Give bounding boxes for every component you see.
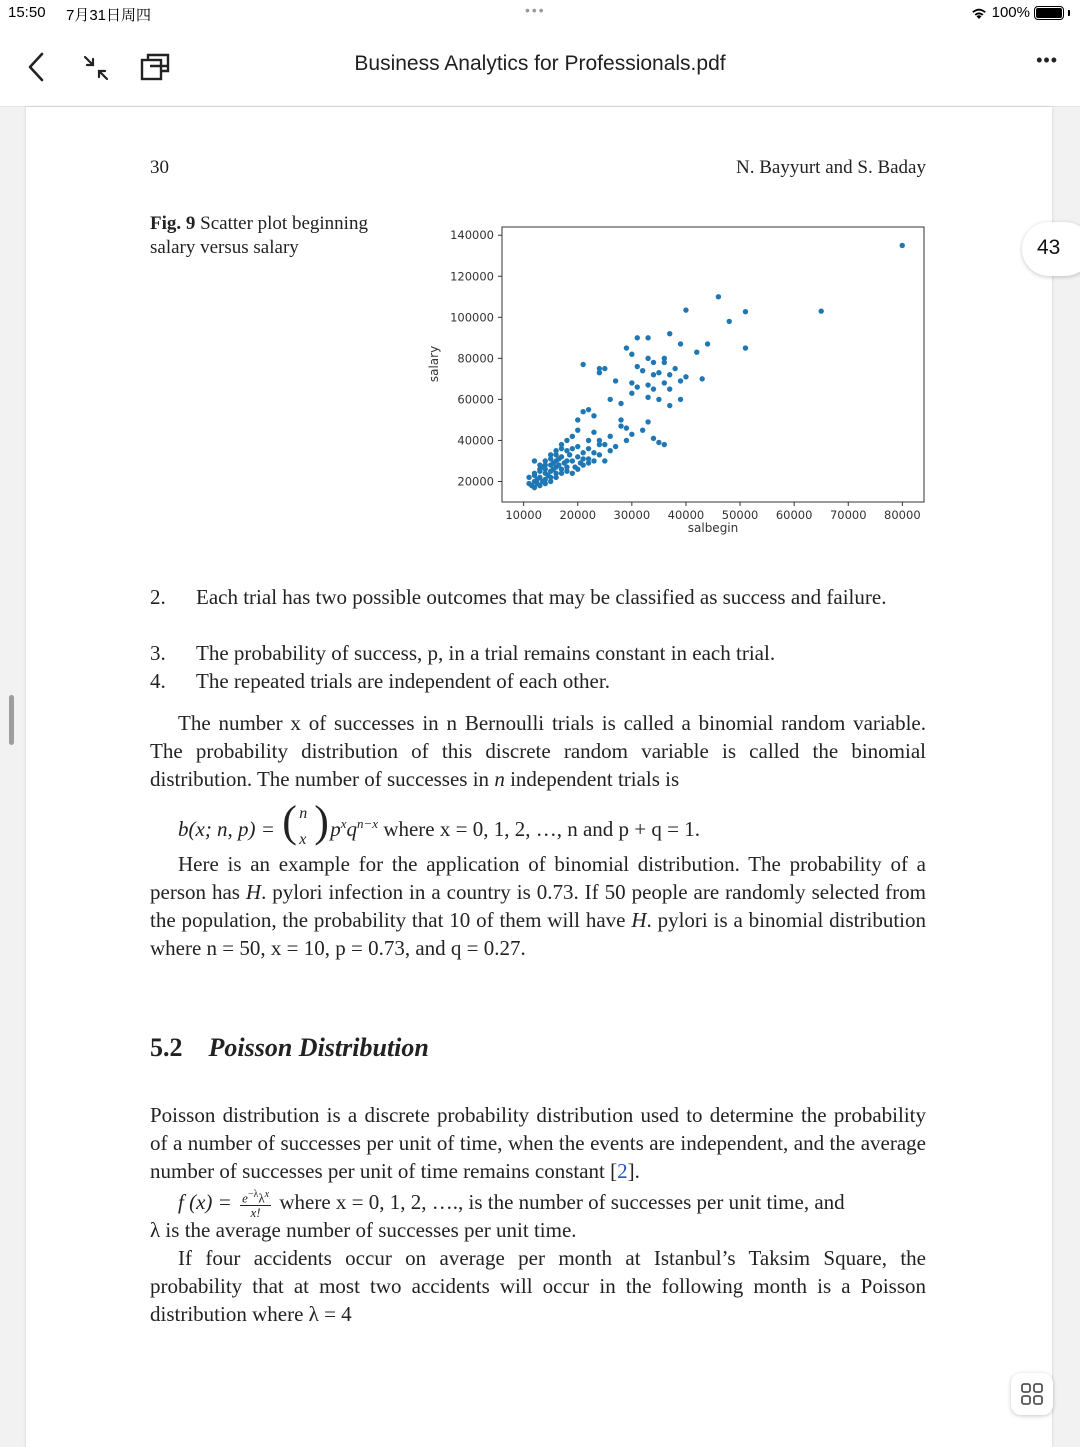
section-heading xyxy=(150,1033,429,1063)
list-number: 3. xyxy=(150,641,166,665)
scatter-point xyxy=(602,442,607,447)
scatter-point xyxy=(602,366,607,371)
document-title: Business Analytics for Professionals.pdf xyxy=(354,52,726,75)
x-tick-label: 50000 xyxy=(721,508,759,522)
scatter-point xyxy=(613,378,618,383)
binomial-formula xyxy=(178,797,700,854)
section-title: Poisson Distribution xyxy=(208,1033,429,1062)
right-paren: ) xyxy=(314,797,329,846)
x-axis-label: salbegin xyxy=(687,521,739,535)
y-tick-label: 80000 xyxy=(457,351,494,366)
scatter-point xyxy=(591,458,596,463)
scatter-point xyxy=(662,380,667,385)
scatter-point xyxy=(597,370,602,375)
page-indicator-tab[interactable] xyxy=(1022,222,1080,276)
scatter-point xyxy=(678,341,683,346)
poisson-formula-rest: where x = 0, 1, 2, …., is the number of successes per unit time, and xyxy=(274,1190,845,1214)
x-tick-label: 60000 xyxy=(775,508,813,522)
section-number: 5.2 xyxy=(150,1033,183,1062)
scatter-point xyxy=(645,335,650,340)
scatter-point xyxy=(635,335,640,340)
scatter-point xyxy=(608,397,613,402)
poisson-example-paragraph: If four accidents occur on average per month at Istanbul’s Taksim Square, the probability that at most two accidents will occur in the following month is a Poisson distribution where λ = 4 xyxy=(150,1246,926,1326)
formula-lhs: b(x; n, p) = xyxy=(178,816,275,841)
scatter-point xyxy=(564,469,569,474)
scatter-point xyxy=(667,386,672,391)
poisson-intro-paragraph xyxy=(150,1101,926,1185)
formula-q: q xyxy=(346,816,358,841)
battery-tip xyxy=(1068,10,1070,16)
binomial-example-paragraph xyxy=(150,850,926,962)
scatter-point xyxy=(651,436,656,441)
scatter-point xyxy=(575,427,580,432)
scatter-point xyxy=(645,356,650,361)
formula-where: where x = 0, 1, 2, …, n and p + q = 1. xyxy=(378,816,700,841)
list-item xyxy=(150,639,926,667)
scatter-point xyxy=(580,362,585,367)
scatter-point xyxy=(591,450,596,455)
scatter-point xyxy=(556,456,561,461)
list-number: 2. xyxy=(150,585,166,609)
list-item xyxy=(150,667,926,695)
y-tick-label: 40000 xyxy=(457,433,494,448)
scatter-point xyxy=(618,423,623,428)
list-text: The probability of success, p, in a trial remains constant in each trial. xyxy=(196,641,776,665)
multitask-dots-icon[interactable]: ••• xyxy=(525,2,546,18)
numerator-e-exponent: −λ xyxy=(247,1189,259,1201)
poisson-formula-lhs: f (x) = xyxy=(178,1190,232,1214)
scatter-point xyxy=(678,378,683,383)
wifi-icon xyxy=(970,6,988,20)
formula-p: p xyxy=(330,816,341,841)
scatter-point xyxy=(580,456,585,461)
scatter-point xyxy=(529,483,534,488)
scatter-point xyxy=(678,397,683,402)
exponent-n-minus-x: n−x xyxy=(357,815,379,831)
scatter-point xyxy=(672,366,677,371)
y-tick-label: 20000 xyxy=(457,474,494,489)
scatter-point xyxy=(667,372,672,377)
scatter-point xyxy=(548,479,553,484)
scatter-point xyxy=(635,364,640,369)
nav-bar xyxy=(0,28,1080,107)
scatter-point xyxy=(716,294,721,299)
scatter-point xyxy=(640,427,645,432)
scatter-point xyxy=(705,341,710,346)
numerator-lambda-exponent: x xyxy=(264,1189,270,1201)
status-right xyxy=(970,4,1070,21)
scatter-point xyxy=(743,345,748,350)
scatter-point xyxy=(662,442,667,447)
scatter-point xyxy=(743,309,748,314)
scatter-point xyxy=(624,425,629,430)
scatter-point xyxy=(532,473,537,478)
y-axis-label: salary xyxy=(427,345,441,383)
battery-percent: 100% xyxy=(991,4,1030,21)
numerator-lambda: λ xyxy=(258,1190,265,1206)
left-paren: ( xyxy=(282,797,297,846)
scatter-point xyxy=(694,349,699,354)
scatter-point xyxy=(586,460,591,465)
scatter-point xyxy=(580,409,585,414)
scatter-point xyxy=(575,417,580,422)
scatter-point xyxy=(645,382,650,387)
scatter-point xyxy=(545,473,550,478)
scatter-point xyxy=(534,481,539,486)
scatter-point xyxy=(597,452,602,457)
scatter-point xyxy=(551,466,556,471)
binom-top: n xyxy=(299,805,308,822)
scatter-point xyxy=(591,413,596,418)
scatter-point xyxy=(586,407,591,412)
scatter-point xyxy=(551,460,556,465)
running-header: N. Bayyurt and S. Baday xyxy=(736,157,926,178)
x-tick-label: 70000 xyxy=(829,508,867,522)
grid-icon xyxy=(1011,1373,1053,1415)
y-tick-label: 100000 xyxy=(450,310,494,325)
page-indicator: 43 xyxy=(1037,236,1061,259)
scatter-point xyxy=(624,345,629,350)
example-italic-h: H xyxy=(245,880,262,904)
scatter-point xyxy=(667,331,672,336)
scatter-point xyxy=(540,464,545,469)
scatter-point xyxy=(597,442,602,447)
binom-bottom: x xyxy=(299,831,307,848)
scatter-point xyxy=(567,452,572,457)
scatter-point xyxy=(651,386,656,391)
scatter-point xyxy=(656,397,661,402)
binomial-coefficient xyxy=(282,797,329,854)
poisson-intro-text: Poisson distribution is a discrete probability distribution used to determine the probability of a number of successes per unit of time, when the events are independent, and the average number of successes per unit of time remains constant [ xyxy=(150,1103,926,1183)
variable-n: n xyxy=(494,767,505,791)
x-tick-label: 40000 xyxy=(667,508,705,522)
scatter-point xyxy=(640,368,645,373)
scatter-point xyxy=(618,401,623,406)
scatter-point xyxy=(651,360,656,365)
list-text: Each trial has two possible outcomes that may be classified as success and failure. xyxy=(196,585,887,609)
x-tick-label: 30000 xyxy=(613,508,651,522)
scatter-point xyxy=(526,475,531,480)
binomial-intro-text: The number x of successes in n Bernoulli trials is called a binomial random variable. The probability distribution of this discrete random variable is called the binomial distribution. The number of successes in xyxy=(150,711,926,791)
scatter-point xyxy=(564,438,569,443)
scatter-point xyxy=(613,444,618,449)
thumbnails-button[interactable] xyxy=(1011,1373,1053,1415)
fraction-denominator: x! xyxy=(250,1205,261,1221)
list-item xyxy=(150,583,926,611)
exponent-x: x xyxy=(340,815,347,831)
scatter-point xyxy=(559,471,564,476)
example-text: . pylori infection in a country is 0.73. If 50 people are randomly selected from the population, the probability that 10 of them will have xyxy=(150,880,927,932)
scatter-point xyxy=(570,446,575,451)
scatter-chart xyxy=(418,202,958,547)
list-text: The repeated trials are independent of each other. xyxy=(196,669,610,693)
example-text: Here is an example for the application of binomial distribution. The probability of a person has xyxy=(150,852,926,904)
scatter-point xyxy=(532,458,537,463)
binomial-intro-paragraph xyxy=(150,709,926,793)
x-tick-label: 10000 xyxy=(505,508,542,522)
scatter-point xyxy=(727,319,732,324)
y-tick-label: 60000 xyxy=(457,392,494,407)
status-time: 15:50 xyxy=(8,4,46,21)
poisson-intro-text-end: ]. xyxy=(627,1159,640,1183)
scatter-point xyxy=(667,403,672,408)
scatter-point xyxy=(559,446,564,451)
example-italic-h: H xyxy=(631,908,647,932)
x-tick-label: 20000 xyxy=(559,508,597,522)
figure-caption xyxy=(150,212,370,259)
scatter-point xyxy=(575,454,580,459)
scatter-point xyxy=(570,471,575,476)
scatter-point xyxy=(540,479,545,484)
page-number: 30 xyxy=(150,157,169,178)
scatter-point xyxy=(618,417,623,422)
scatter-point xyxy=(608,434,613,439)
fraction-numerator xyxy=(240,1188,271,1206)
scatter-point xyxy=(586,446,591,451)
scatter-point xyxy=(645,419,650,424)
scatter-point xyxy=(683,307,688,312)
scatter-point xyxy=(656,370,661,375)
y-tick-label: 140000 xyxy=(450,228,494,243)
pdf-page xyxy=(26,107,1052,1447)
scatter-point xyxy=(580,462,585,467)
scatter-point xyxy=(629,380,634,385)
sidebar-drag-handle[interactable] xyxy=(9,695,14,745)
scatter-point xyxy=(580,450,585,455)
more-options-icon[interactable]: ••• xyxy=(1036,50,1058,70)
figure-caption-text: Scatter plot beginning salary versus salary xyxy=(150,213,368,258)
scatter-point xyxy=(651,372,656,377)
scatter-point xyxy=(575,444,580,449)
scatter-point xyxy=(699,376,704,381)
scatter-point xyxy=(570,458,575,463)
status-date: 7月31日周四 xyxy=(66,7,152,24)
figure-label: Fig. 9 xyxy=(150,213,196,234)
example-text: . pylori is a binomial distribution where n = 50, x = 10, p = 0.73, and q = 0.27. xyxy=(150,908,926,960)
numerator-e: e xyxy=(242,1190,248,1206)
scatter-point xyxy=(629,391,634,396)
scatter-point xyxy=(629,432,634,437)
scatter-point xyxy=(608,448,613,453)
binomial-intro-text-end: independent trials is xyxy=(504,767,680,791)
y-tick-label: 120000 xyxy=(450,269,494,284)
battery-icon xyxy=(1034,6,1064,20)
poisson-lambda-line: λ is the average number of successes per unit time. xyxy=(150,1218,577,1242)
scatter-point xyxy=(645,395,650,400)
scatter-point xyxy=(635,384,640,389)
scatter-point xyxy=(624,438,629,443)
scatter-point xyxy=(656,440,661,445)
scatter-point xyxy=(900,243,905,248)
scatter-point xyxy=(629,352,634,357)
scatter-point xyxy=(662,356,667,361)
x-tick-label: 80000 xyxy=(884,508,921,522)
scatter-point xyxy=(591,430,596,435)
scatter-point xyxy=(683,374,688,379)
status-bar xyxy=(0,0,1080,28)
scatter-point xyxy=(575,466,580,471)
citation-link[interactable]: 2 xyxy=(617,1159,628,1183)
scatter-point xyxy=(562,460,567,465)
list-number: 4. xyxy=(150,669,166,693)
scatter-point xyxy=(556,462,561,467)
scatter-point xyxy=(553,475,558,480)
scatter-point xyxy=(819,308,824,313)
scatter-point xyxy=(570,434,575,439)
scatter-point xyxy=(602,458,607,463)
scatter-point xyxy=(586,438,591,443)
